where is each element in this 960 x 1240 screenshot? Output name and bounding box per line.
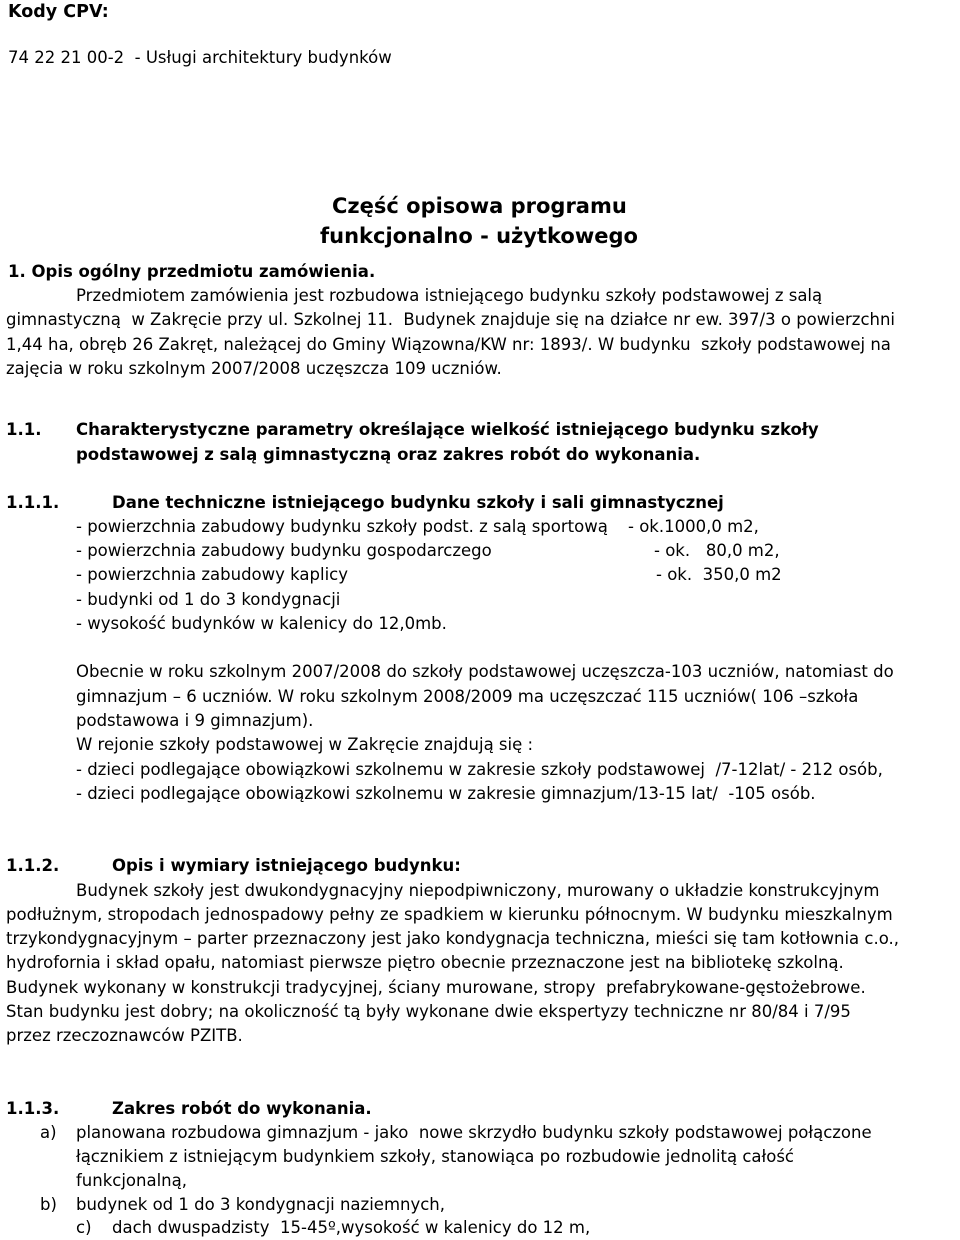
section-1-1-number: 1.1.: [6, 420, 42, 439]
enrollment-line: podstawowa i 9 gimnazjum).: [76, 711, 314, 730]
building-description-line: hydrofornia i skład opału, natomiast pierwsze piętro obecnie przeznaczone jest na bibliotekę szkolną.: [6, 953, 844, 972]
section-1-line: zajęcia w roku szkolnym 2007/2008 uczęszcza 109 uczniów.: [6, 359, 502, 378]
spec-item-label: - budynki od 1 do 3 kondygnacji: [76, 590, 341, 609]
section-1-1-heading: Charakterystyczne parametry określające wielkość istniejącego budynku szkoły: [76, 420, 819, 439]
section-1-1-3-heading: Zakres robót do wykonania.: [112, 1099, 372, 1118]
section-1-1-2-heading: Opis i wymiary istniejącego budynku:: [112, 856, 461, 875]
enrollment-line: - dzieci podlegające obowiązkowi szkolnemu w zakresie gimnazjum/13-15 lat/ -105 osób.: [76, 784, 816, 803]
section-1-line: gimnastyczną w Zakręcie przy ul. Szkolnej 11. Budynek znajduje się na działce nr ew. 397/3 o powierzchni: [6, 310, 896, 329]
spec-item-label: - powierzchnia zabudowy budynku szkoły podst. z salą sportową: [76, 517, 608, 536]
spec-item-label: - powierzchnia zabudowy budynku gospodarczego: [76, 541, 492, 560]
building-description-line: Budynek szkoły jest dwukondygnacyjny niepodpiwniczony, murowany o układzie konstrukcyjnym: [76, 881, 880, 900]
scope-item-a-line: łącznikiem z istniejącym budynkiem szkoły, stanowiąca po rozbudowie jednolitą całość: [76, 1147, 794, 1166]
building-description-line: Budynek wykonany w konstrukcji tradycyjnej, ściany murowane, stropy prefabrykowane-gęstożebrowe.: [6, 978, 866, 997]
spec-item-label: - wysokość budynków w kalenicy do 12,0mb.: [76, 614, 447, 633]
list-marker-a: a): [40, 1123, 57, 1142]
enrollment-line: gimnazjum – 6 uczniów. W roku szkolnym 2008/2009 ma uczęszczać 115 uczniów( 106 –szkoła: [76, 687, 859, 706]
spec-item-value: - ok. 350,0 m2: [656, 565, 782, 584]
spec-item-value: - ok.1000,0 m2,: [628, 517, 759, 536]
section-1-heading: 1. Opis ogólny przedmiotu zamówienia.: [8, 262, 376, 281]
section-1-1-3-number: 1.1.3.: [6, 1099, 60, 1118]
document-title-line2: funkcjonalno - użytkowego: [320, 224, 638, 248]
scope-item-b: budynek od 1 do 3 kondygnacji naziemnych,: [76, 1195, 446, 1214]
building-description-line: przez rzeczoznawców PZITB.: [6, 1026, 243, 1045]
section-1-line: Przedmiotem zamówienia jest rozbudowa istniejącego budynku szkoły podstawowej z salą: [76, 286, 823, 305]
section-1-1-1-heading: Dane techniczne istniejącego budynku szkoły i sali gimnastycznej: [112, 493, 724, 512]
cpv-heading: Kody CPV:: [8, 2, 109, 22]
section-1-1-2-number: 1.1.2.: [6, 856, 60, 875]
building-description-line: Stan budynku jest dobry; na okoliczność tą były wykonane dwie ekspertyzy techniczne nr 80/84 i 7/95: [6, 1002, 851, 1021]
building-description-line: podłużnym, stropodach jednospadowy pełny ze spadkiem w kierunku północnym. W budynku mieszkalnym: [6, 905, 893, 924]
building-description-line: trzykondygnacyjnym – parter przeznaczony jest jako kondygnacja techniczna, mieści się tam kotłownia c.o.,: [6, 929, 899, 948]
section-1-line: 1,44 ha, obręb 26 Zakręt, należącej do Gminy Wiązowna/KW nr: 1893/. W budynku szkoły podstawowej na: [6, 335, 891, 354]
list-marker-c: c): [76, 1218, 92, 1237]
scope-item-a-line: funkcjonalną,: [76, 1171, 187, 1190]
document-title-line1: Część opisowa programu: [332, 194, 627, 218]
list-marker-b: b): [40, 1195, 57, 1214]
section-1-1-heading: podstawowej z salą gimnastyczną oraz zakres robót do wykonania.: [76, 445, 701, 464]
enrollment-line: Obecnie w roku szkolnym 2007/2008 do szkoły podstawowej uczęszcza-103 uczniów, natomiast do: [76, 662, 894, 681]
enrollment-line: W rejonie szkoły podstawowej w Zakręcie znajdują się :: [76, 735, 534, 754]
section-1-1-1-number: 1.1.1.: [6, 493, 60, 512]
cpv-code: 74 22 21 00-2 - Usługi architektury budynków: [8, 48, 392, 67]
spec-item-value: - ok. 80,0 m2,: [654, 541, 780, 560]
spec-item-label: - powierzchnia zabudowy kaplicy: [76, 565, 349, 584]
scope-item-c: dach dwuspadzisty 15-45º,wysokość w kalenicy do 12 m,: [112, 1218, 591, 1237]
scope-item-a-line: planowana rozbudowa gimnazjum - jako nowe skrzydło budynku szkoły podstawowej połączone: [76, 1123, 872, 1142]
enrollment-line: - dzieci podlegające obowiązkowi szkolnemu w zakresie szkoły podstawowej /7-12lat/ - 212 osób,: [76, 760, 883, 779]
